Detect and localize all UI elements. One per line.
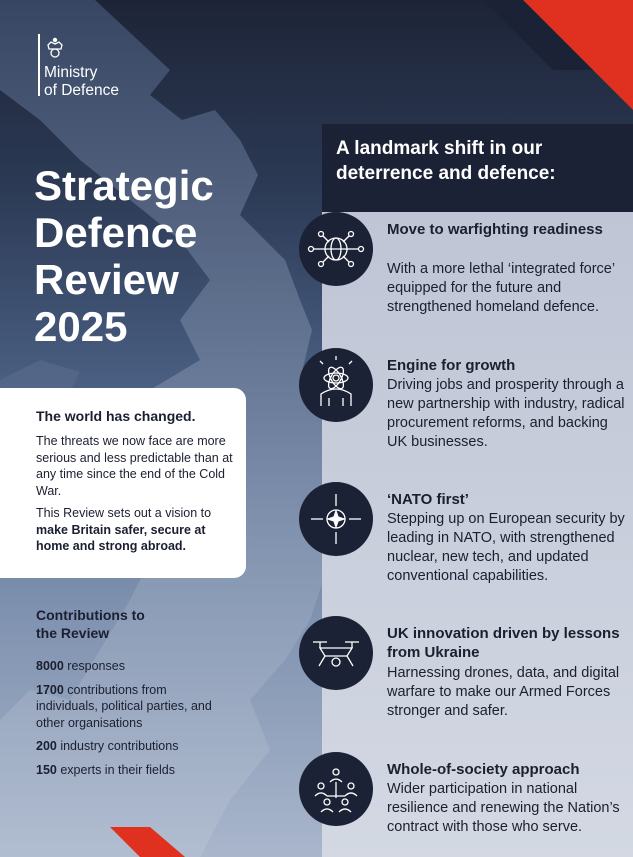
- contribution-number: 8000: [36, 659, 64, 673]
- landmark-heading: A landmark shift in our deterrence and defence:: [336, 138, 556, 184]
- contribution-number: 200: [36, 739, 57, 753]
- contribution-text: responses: [63, 659, 125, 673]
- contributions-heading: Contributions to the Review: [36, 607, 145, 641]
- contribution-item: [36, 658, 266, 675]
- vision-paragraph: [36, 505, 241, 555]
- shift-body: Driving jobs and prosperity through a new partnership with industry, radical procurement reforms, and backing UK businesses.: [387, 377, 625, 450]
- logo-rule: [38, 34, 40, 96]
- crown-crest-icon: [46, 36, 64, 58]
- vision-emphasis: make Britain safer, secure at home and strong abroad.: [36, 522, 206, 553]
- shift-body: With a more lethal ‘integrated force’ equipped for the future and strengthened homeland defence.: [387, 261, 615, 315]
- contribution-item: [36, 738, 266, 755]
- shift-title: Engine for growth: [387, 357, 516, 374]
- landmark-header: [322, 124, 633, 212]
- atom-person-icon: [299, 348, 373, 422]
- shift-title: UK innovation driven by lessons from Ukraine: [387, 625, 620, 661]
- contribution-text: experts in their fields: [56, 762, 175, 777]
- shift-body: Harnessing drones, data, and digital warfare to make our Armed Forces stronger and safer.: [387, 665, 620, 719]
- title-line-1: Strategic: [34, 162, 214, 209]
- red-bottom-accent: [0, 827, 190, 857]
- drone-icon: [299, 616, 373, 690]
- contributions-section: [36, 606, 266, 785]
- title-line-4: 2025: [34, 303, 128, 350]
- shift-body: Stepping up on European security by leading in NATO, with strengthened nuclear, new tech, and updated conventional capabilities.: [387, 511, 625, 584]
- logo-line-1: Ministry: [44, 64, 98, 81]
- logo-text: [44, 64, 119, 100]
- shift-title: ‘NATO first’: [387, 491, 469, 508]
- logo-line-2: of Defence: [44, 82, 119, 99]
- contribution-number: 150: [36, 762, 57, 777]
- vision-lead: This Review sets out a vision to: [36, 506, 212, 520]
- network-globe-icon: [299, 212, 373, 286]
- world-changed-paragraph: The threats we now face are more serious and less predictable than at any time since the end of the Cold War.: [36, 434, 233, 498]
- contributions-list: [36, 658, 266, 778]
- world-changed-card: [0, 388, 246, 578]
- contribution-text: industry contributions: [56, 739, 179, 753]
- red-corner-accent: [483, 0, 633, 110]
- title-line-3: Review: [34, 256, 179, 303]
- contribution-item: [36, 762, 266, 779]
- world-changed-heading: The world has changed.: [36, 408, 196, 424]
- contribution-item: [36, 682, 216, 732]
- community-network-icon: [299, 752, 373, 826]
- nato-compass-icon: [299, 482, 373, 556]
- shift-title: Move to warfighting readiness: [387, 221, 603, 238]
- shift-title: Whole-of-society approach: [387, 761, 580, 778]
- contribution-number: 1700: [36, 682, 64, 697]
- title-line-2: Defence: [34, 209, 198, 256]
- page-title: [34, 162, 214, 350]
- contribution-text: contributions from individuals, political parties, and other organisations: [36, 682, 212, 730]
- shift-body: Wider participation in national resilience and renewing the Nation’s contract with those who serve.: [387, 781, 620, 835]
